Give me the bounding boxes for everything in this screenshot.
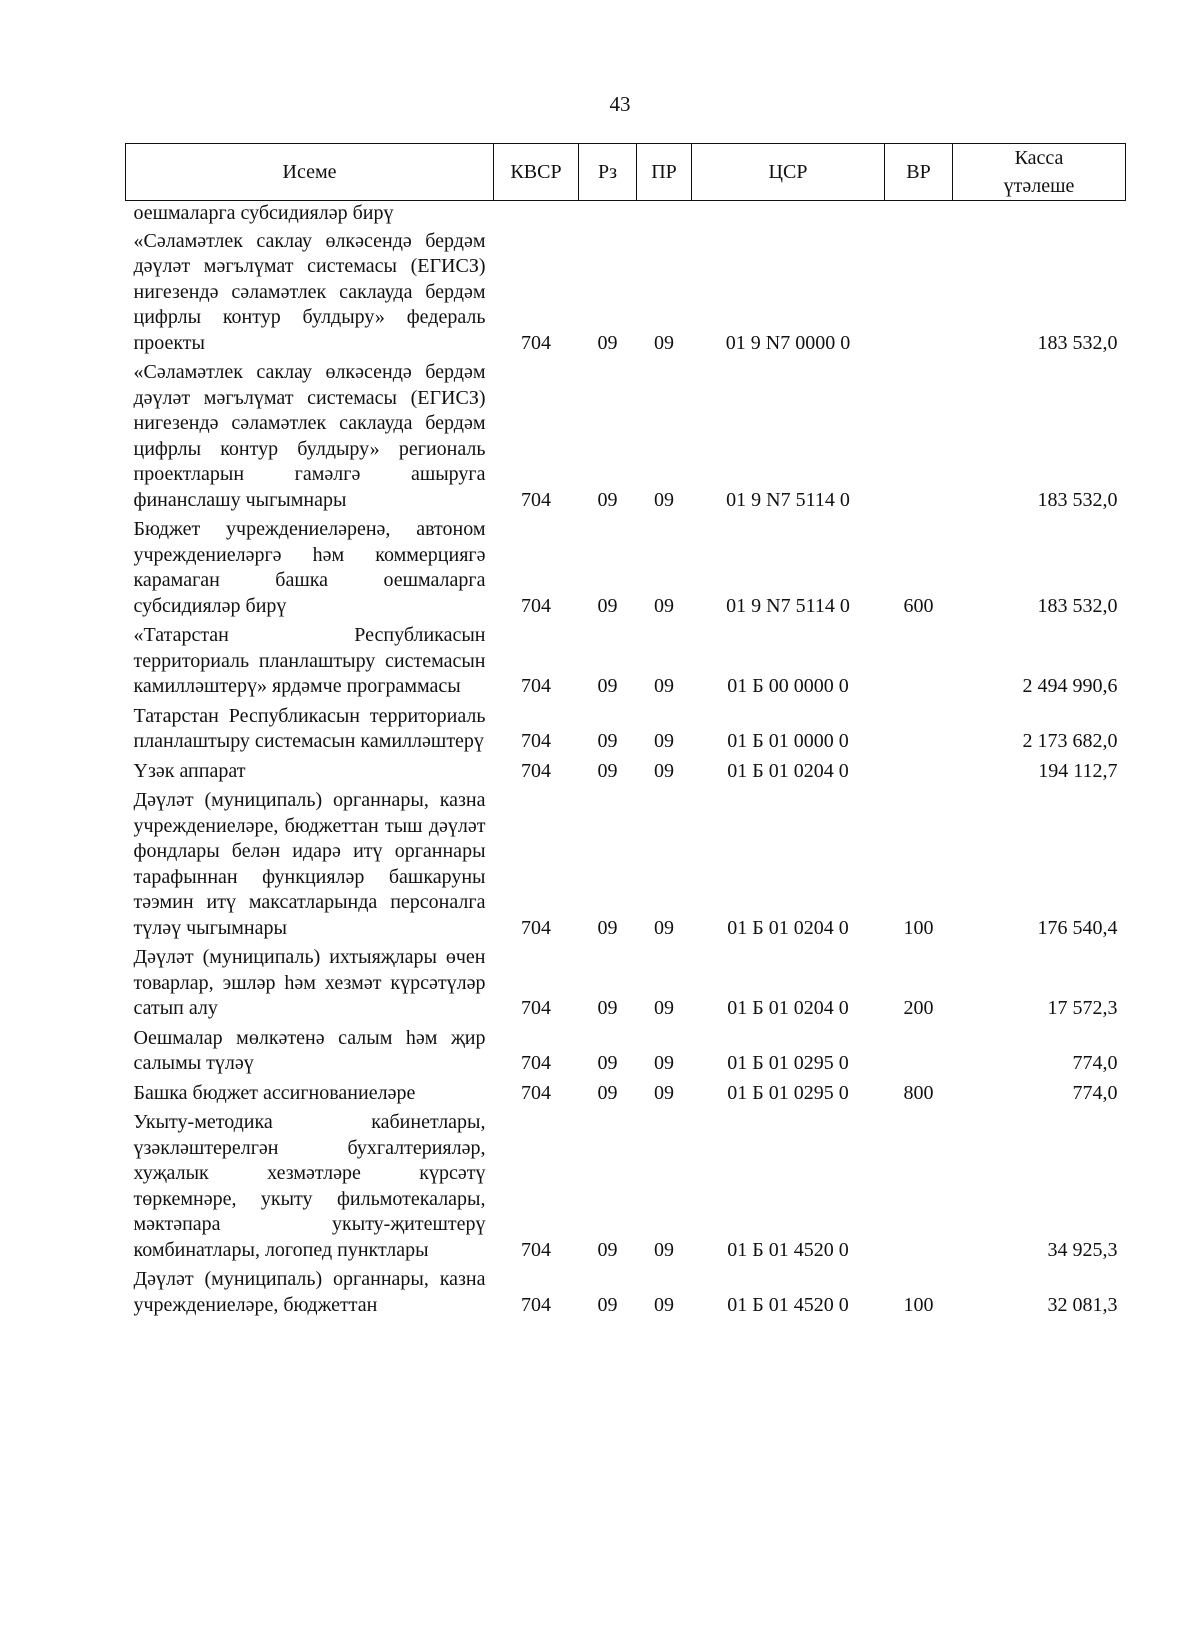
table-row xyxy=(126,201,1126,229)
row-name: Дәүләт (муниципаль) ихтыяҗлары өчен товарлар, эшләр һәм хезмәт күрсәтүләр сатып алу xyxy=(133,946,486,1019)
row-csr: 01 Б 01 0000 0 xyxy=(727,730,849,752)
row-csr: 01 Б 01 0204 0 xyxy=(727,916,849,939)
row-name: «Татарстан Республикасын территориаль планлаштыру системасын камилләштерү» ярдәмче программасы xyxy=(133,624,486,697)
row-rz: 09 xyxy=(597,916,618,939)
row-vr xyxy=(885,229,953,361)
column-header-csr: ЦСР xyxy=(692,144,885,201)
row-kvsr xyxy=(494,201,579,229)
row-pr: 09 xyxy=(654,997,674,1019)
column-header-rz: Рз xyxy=(579,144,637,201)
row-vr xyxy=(885,704,953,759)
column-header-pr: ПР xyxy=(637,144,692,201)
row-rz: 09 xyxy=(597,331,618,354)
row-name: оешмаларга субсидияләр бирү xyxy=(133,202,394,224)
row-vr: 600 xyxy=(903,594,934,617)
row-pr: 09 xyxy=(654,675,674,697)
column-header-name: Исеме xyxy=(126,144,494,201)
row-sum: 194 112,7 xyxy=(1038,759,1118,782)
row-pr: 09 xyxy=(654,1081,674,1104)
table-row xyxy=(126,360,1126,517)
row-rz: 09 xyxy=(597,1293,618,1316)
row-kvsr: 704 xyxy=(521,594,551,617)
table-header xyxy=(126,144,1126,201)
row-csr: 01 Б 01 0295 0 xyxy=(727,1081,849,1104)
row-kvsr: 704 xyxy=(521,759,551,782)
row-sum: 17 572,3 xyxy=(1047,997,1118,1019)
row-kvsr: 704 xyxy=(521,675,551,697)
column-header-sum-line1: Касса xyxy=(1014,147,1064,169)
row-rz: 09 xyxy=(597,759,618,782)
row-vr xyxy=(885,360,953,517)
row-csr: 01 Б 00 0000 0 xyxy=(727,675,849,697)
table-row xyxy=(126,623,1126,704)
row-pr: 09 xyxy=(654,916,674,939)
row-csr: 01 Б 01 4520 0 xyxy=(727,1293,849,1316)
table-row xyxy=(126,517,1126,623)
row-name: Дәүләт (муниципаль) органнары, казна учреждениеләре, бюджеттан xyxy=(133,1268,486,1316)
row-vr xyxy=(885,1026,953,1081)
row-pr xyxy=(637,201,692,229)
row-kvsr: 704 xyxy=(521,1052,551,1074)
row-kvsr: 704 xyxy=(521,1293,551,1316)
row-name: Үзәк аппарат xyxy=(133,759,246,782)
row-kvsr: 704 xyxy=(521,997,551,1019)
row-sum: 183 532,0 xyxy=(1037,488,1118,511)
row-name: Бюджет учреждениеләренә, автоном учреждениеләргә һәм коммерциягә карамаган башка оешмаларга субсидияләр бирү xyxy=(133,518,486,617)
table-row xyxy=(126,229,1126,361)
column-header-sum xyxy=(953,144,1126,201)
row-kvsr: 704 xyxy=(521,1238,551,1261)
row-pr: 09 xyxy=(654,488,674,511)
row-kvsr: 704 xyxy=(521,488,551,511)
table-row xyxy=(126,788,1126,945)
table-row xyxy=(126,1110,1126,1267)
row-sum xyxy=(953,201,1126,229)
row-sum: 34 925,3 xyxy=(1047,1238,1118,1261)
row-rz: 09 xyxy=(597,1081,618,1104)
row-vr xyxy=(885,201,953,229)
row-kvsr: 704 xyxy=(521,1081,551,1104)
row-csr: 01 9 N7 5114 0 xyxy=(726,594,850,617)
row-pr: 09 xyxy=(654,1238,674,1261)
row-vr: 100 xyxy=(903,916,934,939)
row-sum: 2 173 682,0 xyxy=(1022,730,1118,752)
row-pr: 09 xyxy=(654,1293,674,1316)
row-pr: 09 xyxy=(654,759,674,782)
column-header-kvsr: КВСР xyxy=(494,144,579,201)
row-vr: 200 xyxy=(903,997,934,1019)
row-sum: 774,0 xyxy=(1072,1052,1118,1074)
row-sum: 176 540,4 xyxy=(1037,916,1118,939)
row-kvsr: 704 xyxy=(521,730,551,752)
row-name: Башка бюджет ассигнованиеләре xyxy=(133,1081,416,1104)
row-name: Дәүләт (муниципаль) органнары, казна учреждениеләре, бюджеттан тыш дәүләт фондлары белән идарә итү органнары тарафыннан функцияләр башкаруны тәэмин итү максатларында персоналга түләү чыгымнары xyxy=(133,789,486,939)
row-vr: 800 xyxy=(903,1081,934,1104)
row-pr: 09 xyxy=(654,594,674,617)
row-vr xyxy=(885,1110,953,1267)
row-csr xyxy=(692,201,885,229)
row-name: Татарстан Республикасын территориаль планлаштыру системасын камилләштерү xyxy=(133,704,486,752)
row-rz: 09 xyxy=(597,675,618,697)
row-name: «Сәламәтлек саклау өлкәсендә бердәм дәүләт мәгълүмат системасы (ЕГИСЗ) нигезендә сәламәтлек саклауда бердәм цифрлы контур булдыру» региональ проектларын гамәлгә ашыруга финанслашу чыгымнары xyxy=(133,361,486,511)
row-sum: 183 532,0 xyxy=(1037,331,1118,354)
table-row xyxy=(126,759,1126,789)
row-name: Оешмалар мөлкәтенә салым һәм җир салымы түләү xyxy=(133,1026,486,1074)
row-csr: 01 9 N7 5114 0 xyxy=(726,488,850,511)
row-rz: 09 xyxy=(597,594,618,617)
table-row xyxy=(126,945,1126,1026)
column-header-sum-line2: үтәлеше xyxy=(1003,175,1075,197)
row-sum: 183 532,0 xyxy=(1037,594,1118,617)
table-row xyxy=(126,1081,1126,1111)
row-csr: 01 Б 01 0204 0 xyxy=(727,759,849,782)
page-number: 43 xyxy=(609,92,631,116)
row-pr: 09 xyxy=(654,730,674,752)
row-csr: 01 Б 01 0295 0 xyxy=(727,1052,849,1074)
row-kvsr: 704 xyxy=(521,916,551,939)
table-row xyxy=(126,704,1126,759)
row-rz: 09 xyxy=(597,1052,618,1074)
row-name: «Сәламәтлек саклау өлкәсендә бердәм дәүләт мәгълүмат системасы (ЕГИСЗ) нигезендә сәламәтлек саклауда бердәм цифрлы контур булдыру» федераль проекты xyxy=(133,229,486,354)
row-csr: 01 9 N7 0000 0 xyxy=(725,331,851,354)
row-sum: 32 081,3 xyxy=(1047,1293,1118,1316)
row-rz: 09 xyxy=(597,488,618,511)
row-csr: 01 Б 01 4520 0 xyxy=(727,1238,849,1261)
row-kvsr: 704 xyxy=(521,331,551,354)
table-row xyxy=(126,1026,1126,1081)
row-vr: 100 xyxy=(903,1293,934,1316)
row-vr xyxy=(885,623,953,704)
row-pr: 09 xyxy=(654,1052,674,1074)
row-sum: 774,0 xyxy=(1072,1081,1118,1104)
row-vr xyxy=(885,759,953,789)
column-header-vr: ВР xyxy=(885,144,953,201)
row-rz: 09 xyxy=(597,730,618,752)
row-rz xyxy=(579,201,637,229)
row-pr: 09 xyxy=(654,331,674,354)
row-sum: 2 494 990,6 xyxy=(1022,675,1118,697)
table-body xyxy=(126,201,1126,1323)
row-csr: 01 Б 01 0204 0 xyxy=(727,997,849,1019)
row-rz: 09 xyxy=(597,1238,618,1261)
table-row xyxy=(126,1267,1126,1322)
row-name: Укыту-методика кабинетлары, үзәкләштерелгән бухгалтерияләр, хуҗалык хезмәтләре күрсәтү төркемнәре, укыту фильмотекалары, мәктәпара укыту-җитештерү комбинатлары, логопед пунктлары xyxy=(133,1111,486,1261)
row-rz: 09 xyxy=(597,997,618,1019)
budget-table xyxy=(125,143,1126,1322)
